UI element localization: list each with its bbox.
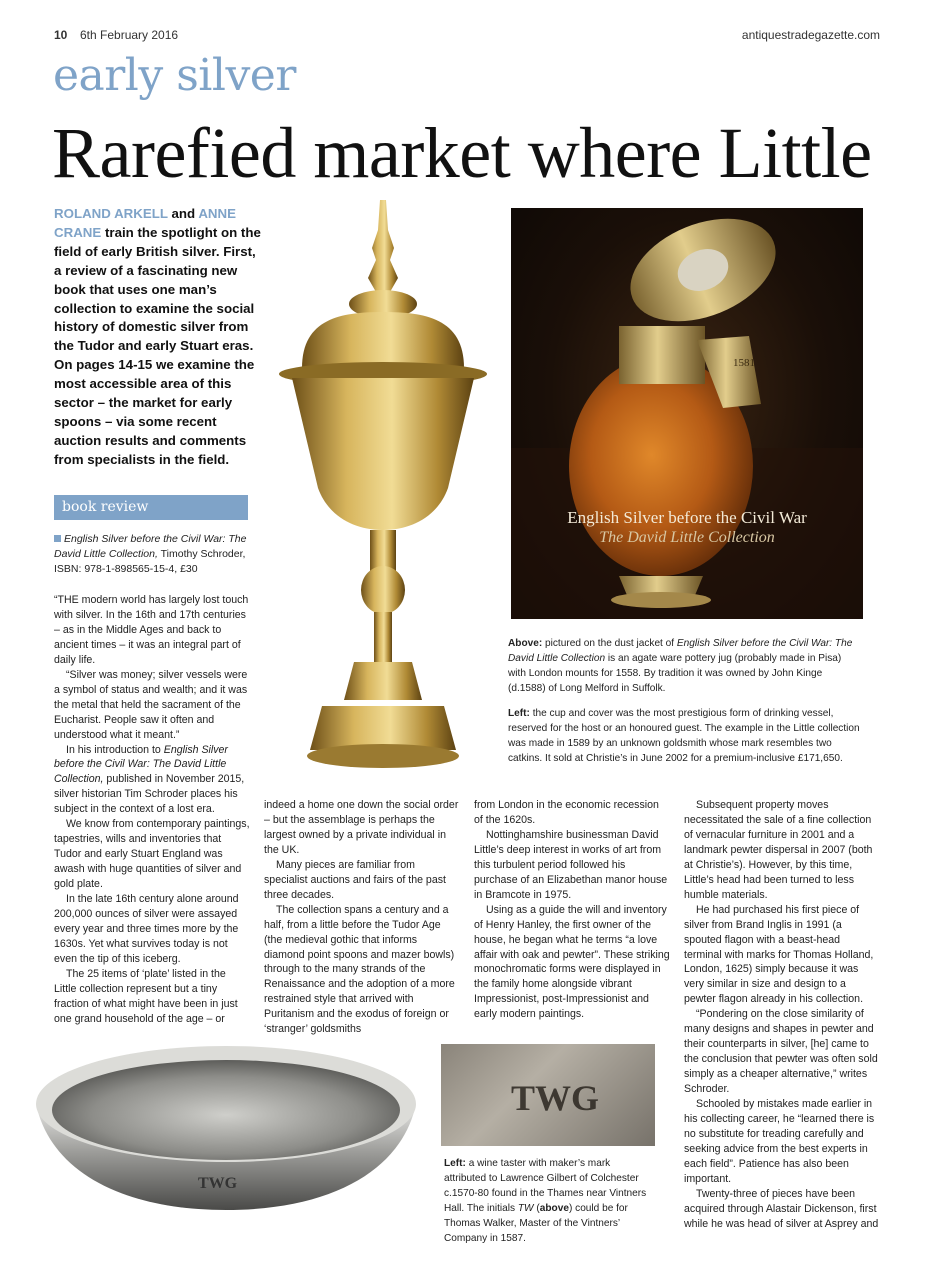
and-word: and [171,206,196,221]
book-cover-subtitle: The David Little Collection [599,529,775,546]
caption-text: the cup and cover was the most prestigious form of drinking vessel, reserved for the host or an honoured guest. The example in the Little collection was made in 1589 by an unknown goldsmith whose mark resembles two catkins. It sold at Christie’s in June 2002 for a premium-inclusive £171,650. [508,708,860,764]
caption-jug-and-cup [508,636,860,776]
paragraph: Nottinghamshire businessman David Little’s deep interest in works of art from this turbulent period followed his purchase of an Elizabethan manor house in Bramcote in 1975. [474,828,668,901]
paragraph: Schooled by mistakes made earlier in his collecting career, he “learned there is no substitute for treading carefully and seeking advice from the best experts in each field”. Patience has also been important. [684,1098,875,1185]
issue-date: 6th February 2016 [80,28,179,42]
paragraph: “Pondering on the close similarity of many designs and shapes in pewter and their counterparts in silver, [he] came to the conclusion that pewter was often sold simply as a cheaper alternative,” writes Schroder. [684,1008,878,1096]
book-cover-photo [511,208,863,619]
paragraph: The collection spans a century and a half, from a little before the Tudor Age (the medieval gothic that informs diamond point spoons and mazer bowls) through to the many strands of the Renaissance and the adoption of a more restrained style that arrived with Puritanism and the exodus of foreign or ‘stranger’ goldsmiths [264,903,455,1036]
text: In his introduction to [66,743,161,756]
bowl-mark: TWG [198,1175,238,1192]
paragraph: The 25 items of ‘plate’ listed in the Little collection represent but a tiny fraction of what might have been in just one grand household of the age – or [54,967,238,1025]
body-column-3 [474,798,670,1022]
caption-label: Above: [508,638,543,649]
paragraph: Subsequent property moves necessitated the sale of a fine collection of vernacular furniture in 2001 and a landmark pewter dispersal in 2007 (both at Christie’s). However, by this time, Little’s head had been turned to less humble materials. [684,799,873,901]
body-column-1 [54,593,250,1027]
caption-wine-taster [444,1156,650,1256]
makers-mark-photo [441,1044,655,1146]
caption-text: ( [536,1203,540,1214]
author-2: ANNE CRANE [54,206,236,240]
paragraph: “THE modern world has largely lost touch with silver. In the 16th and 17th centuries – as in the Middle Ages and back to ancient times – it was an integral part of daily life. [54,594,249,666]
section-label: early silver [53,50,296,101]
paragraph: from London in the economic recession of the 1620s. [474,799,659,826]
standfirst [54,205,264,470]
caption-book-title: English Silver before the Civil War: The David Little Collection [508,638,853,664]
body-column-2 [264,798,460,1037]
caption-taster [444,1156,650,1246]
paragraph [54,743,250,818]
paragraph: indeed a home one down the social order – but the assemblage is perhaps the largest owned by a private individual in the UK. [264,799,459,856]
paragraph: He had purchased his first piece of silver from Brand Inglis in 1991 (a spouted flagon with a beast-head terminal with marks for Thomas Holland, London, 1625) simply because it was very similar in size and design to a pewter flagon already in his collection. [684,903,874,1006]
book-review-label: book review [54,495,248,520]
book-cover-title: English Silver before the Civil War [567,508,807,527]
page-number: 10 [54,28,68,42]
headline: Rarefied market where Little [52,113,872,193]
cup-and-cover-photo [272,200,494,780]
standfirst-text: train the spotlight on the field of early British silver. First, a review of a fascinating new book that uses one man’s collection to examine the social history of domestic silver from the Tudor and early Stuart eras. On pages 14-15 we examine the most accessible area of this sector – the market for early spoons – via some recent auction results and comments from specialists in the field. [54,224,261,467]
caption-text: ) [568,1203,573,1214]
makers-mark-text: TWG [511,1078,600,1118]
site-url[interactable]: antiquestradegazette.com [741,28,880,42]
caption-text: a wine taster with maker’s mark attributed to Lawrence Gilbert of Colchester c.1570-80 found in the Thames near Vintners Hall. The initials [444,1158,647,1214]
paragraph: Using as a guide the will and inventory of Henry Hanley, the first owner of the house, he began what he terms “a love affair with oak and pewter”. These striking monochromatic forms were displayed in the family home alongside vibrant Impressionist, post-Impressionist and early modern paintings. [474,903,670,1021]
caption-text: pictured on the dust jacket of [545,638,675,649]
caption-above-word: above [539,1203,569,1214]
paragraph: Twenty-three of pieces have been acquired through Alastair Dickenson, first while he was head of silver at Asprey and [684,1187,879,1230]
book-title-inline: English Silver before the Civil War: The David Little Collection, [54,743,228,786]
caption-text: is an agate ware pottery jug (probably made in Pisa) with London mounts for 1558. By tradition it was owned by John Kinge (d.1588) of Long Melford in Suffolk. [508,653,842,694]
paragraph: Many pieces are familiar from specialist auctions and fairs of the past three decades. [264,858,446,901]
paragraph: In the late 16th century alone around 200,000 ounces of silver were assayed every year and three times more by the 1630s. Yet what survives today is not even the tip of this iceberg. [54,893,239,965]
paragraph: “Silver was money; silver vessels were a symbol of status and wealth; and it was the metal that held the sacrament of the Eucharist. People saw it often and understood what it meant.” [54,668,248,741]
paragraph: We know from contemporary paintings, tapestries, wills and inventories that Tudor and early Stuart England was awash with huge quantities of silver and gold plate. [54,818,250,891]
book-reference [54,532,254,577]
caption-left [508,706,860,766]
bullet-square-icon [54,535,61,542]
book-details: Timothy Schroder, ISBN: 978-1-898565-15-4, £30 [54,548,246,575]
agate-jug-illustration [511,208,863,619]
caption-label: Left: [444,1158,466,1169]
caption-text: could be for Thomas Walker, Master of the Vintners’ Company in 1587. [444,1203,628,1244]
caption-above [508,636,860,696]
text: published in November 2015, silver historian Tim Schroder places his subject in the context of a lost era. [54,773,245,816]
date-stamp-1581: 1581 [733,357,755,369]
book-title: English Silver before the Civil War: The David Little Collection, [54,533,247,560]
body-column-4 [684,798,880,1232]
caption-label: Left: [508,708,530,719]
wine-taster-photo [30,1040,422,1216]
author-1: ROLAND ARKELL [54,206,168,221]
caption-initials: TW [517,1203,534,1214]
